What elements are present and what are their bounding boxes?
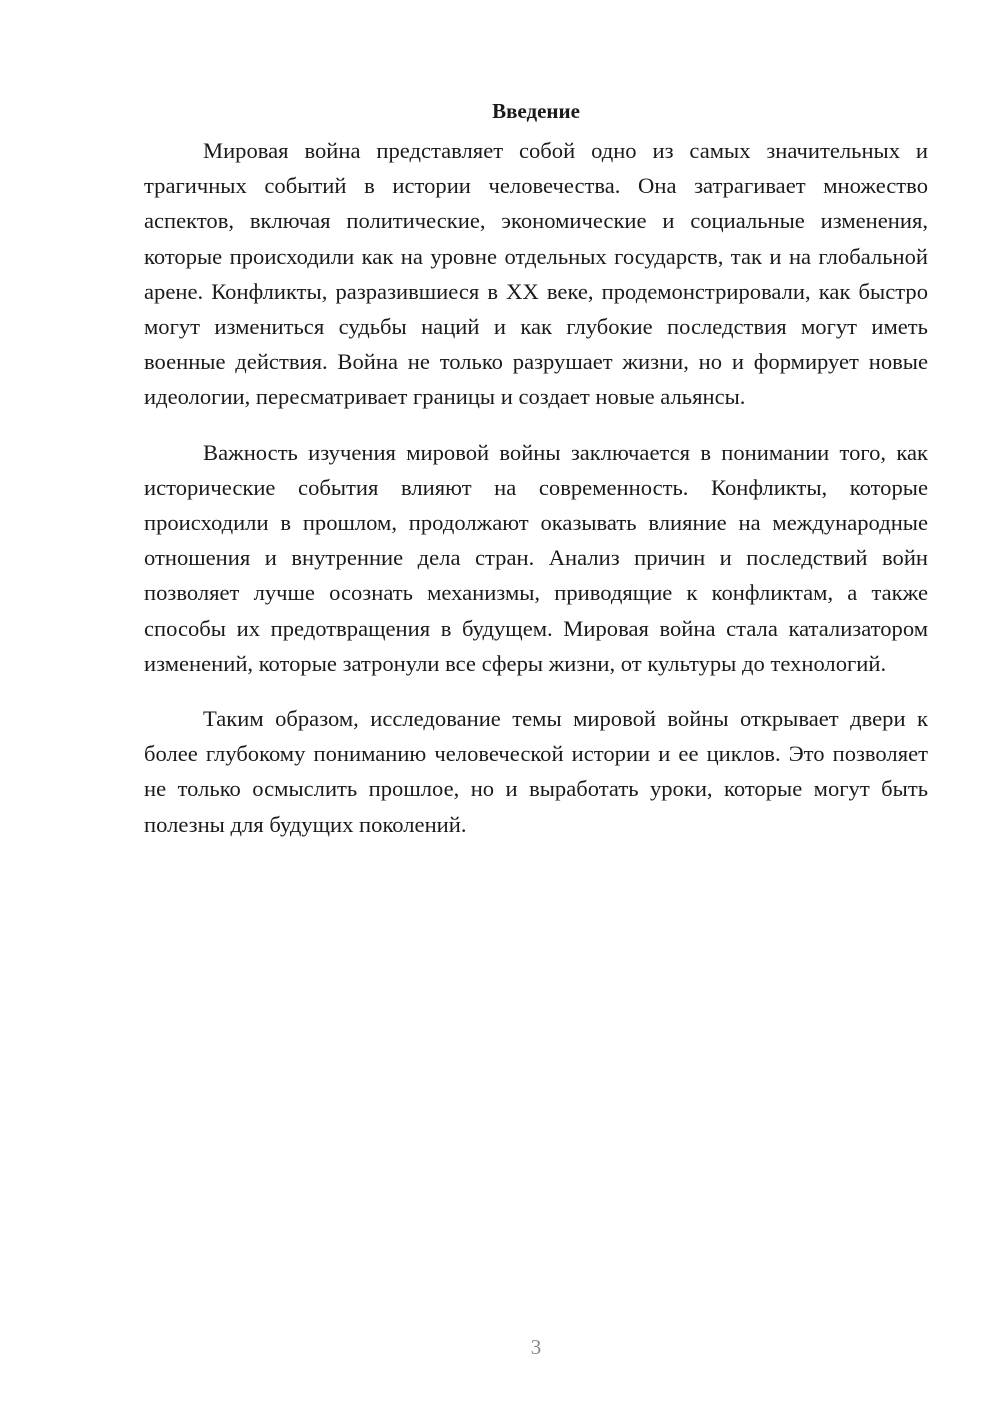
paragraph-3: Таким образом, исследование темы мировой войны открывает двери к более глубокому пониманию человеческой истории и ее циклов. Это позволяет не только осмыслить прошлое, но и выработать уроки, которые могут быть полезны для будущих поколений. <box>144 706 928 837</box>
page-number: 3 <box>530 1335 542 1359</box>
paragraph-2: Важность изучения мировой войны заключается в понимании того, как исторические события влияют на современность. Конфликты, которые происходили в прошлом, продолжают оказывать влияние на международные отношения и внутренние дела стран. Анализ причин и последствий войн позволяет лучше осознать механизмы, приводящие к конфликтам, а также способы их предотвращения в будущем. Мировая война стала катализатором изменений, которые затронули все сферы жизни, от культуры до технологий. <box>144 439 928 676</box>
page-body <box>144 98 928 862</box>
section-title: Введение <box>492 99 580 123</box>
paragraph-1: Мировая война представляет собой одно из самых значительных и трагичных событий в истории человечества. Она затрагивает множество аспектов, включая политические, экономические и социальные изменения, которые происходили как на уровне отдельных государств, так и на глобальной арене. Конфликты, разразившиеся в XX веке, продемонстрировали, как быстро могут измениться судьбы наций и как глубокие последствия могут иметь военные действия. Война не только разрушает жизни, но и формирует новые идеологии, пересматривает границы и создает новые альянсы. <box>144 138 928 410</box>
